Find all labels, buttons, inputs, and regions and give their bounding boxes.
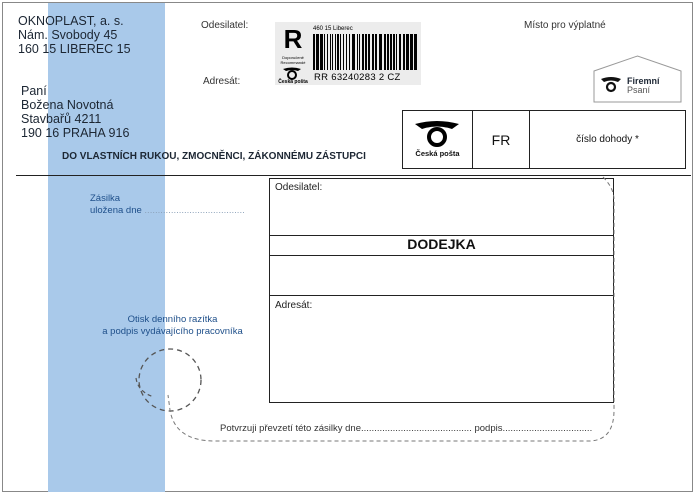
registered-mark: R bbox=[283, 24, 303, 54]
contract-code: FR bbox=[473, 111, 530, 168]
sender-line: 160 15 LIBEREC 15 bbox=[18, 42, 131, 56]
recipient-line: Božena Novotná bbox=[21, 98, 114, 112]
registered-number: RR 63240283 2 CZ bbox=[314, 72, 401, 83]
receipt-confirmation: Potvrzuji převzetí této zásilky dne.......................................... podpis.................................. bbox=[220, 423, 593, 434]
registered-small-text: Doporučeně Recommandé bbox=[280, 55, 306, 65]
adresat-label: Adresát: bbox=[203, 76, 241, 87]
firemni-line1: Firemní bbox=[627, 76, 660, 86]
sender-line: Nám. Svobody 45 bbox=[18, 28, 118, 42]
sender-line: OKNOPLAST, a. s. bbox=[18, 14, 124, 28]
recipient-line: 190 16 PRAHA 916 bbox=[21, 126, 130, 140]
odesilatel-label: Odesilatel: bbox=[201, 20, 249, 31]
stored-note: Zásilka uložena dne ...................................... bbox=[90, 193, 245, 216]
delivery-instruction: DO VLASTNÍCH RUKOU, ZMOCNĚNCI, ZÁKONNÉMU ZÁSTUPCI bbox=[62, 151, 366, 162]
recipient-line: Stavbařů 4211 bbox=[21, 112, 102, 126]
postage-area-label: Místo pro výplatné bbox=[524, 20, 606, 31]
post-label: Česká pošta bbox=[278, 79, 308, 85]
dodejka-sender-label: Odesilatel: bbox=[275, 182, 323, 193]
contract-number-label: číslo dohody * bbox=[576, 134, 639, 145]
post-office: 460 15 Liberec bbox=[313, 26, 353, 32]
stamp-note: Otisk denního razítka a podpis vydávajícího pracovníka bbox=[102, 314, 243, 337]
dodejka-address-label: Adresát: bbox=[275, 300, 313, 311]
ceska-posta-label: Česká pošta bbox=[415, 149, 460, 158]
recipient-line: Paní bbox=[21, 84, 47, 98]
firemni-line2: Psaní bbox=[627, 85, 651, 95]
dodejka-title: DODEJKA bbox=[407, 236, 476, 252]
